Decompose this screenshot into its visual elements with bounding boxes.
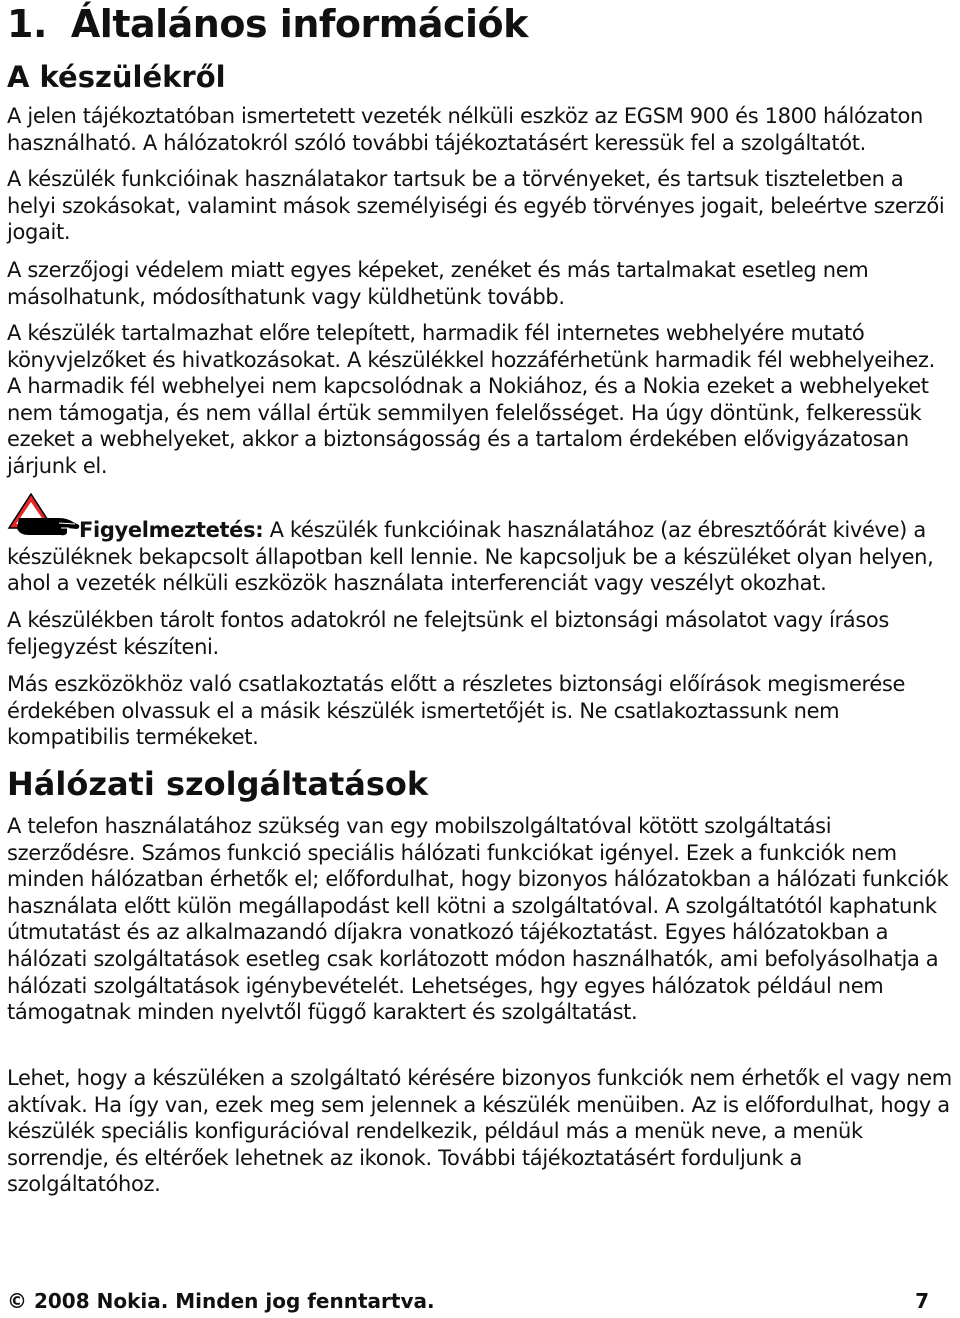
section-title-network: Hálózati szolgáltatások <box>7 765 429 803</box>
chapter-number: 1. <box>7 2 47 46</box>
paragraph: Más eszközökhöz való csatlakoztatás előtt a részletes biztonsági előírások megismerése érdekében olvassuk el a másik készülék ismertetőjét is. Ne csatlakoztassunk nem kompatibilis termékeket. <box>7 672 906 750</box>
paragraph: Lehet, hogy a készüléken a szolgáltató kérésére bizonyos funkciók nem érhetők el vagy nem aktívak. Ha így van, ezek meg sem jelennek a készülék menüiben. Az is előfordulhat, hogy a készülék speciális konfigurációval rendelkezik, például más a menük neve, a menük sorrendje, és eltérőek lehetnek az ikonok. További tájékoztatásért forduljunk a szolgáltatóhoz. <box>7 1066 952 1197</box>
page-number: 7 <box>915 1289 929 1313</box>
page-footer <box>7 1289 929 1313</box>
paragraph: A szerzőjogi védelem miatt egyes képeket, zenéket és más tartalmakat esetleg nem másolhatunk, módosíthatunk vagy küldhetünk tovább. <box>7 258 869 309</box>
warning-paragraph <box>7 517 952 597</box>
section-title-device: A készülékről <box>7 60 226 94</box>
paragraph: A jelen tájékoztatóban ismertetett vezeték nélküli eszköz az EGSM 900 és 1800 hálózaton használható. A hálózatokról szóló további tájékoztatásért keressük fel a szolgáltatót. <box>7 104 923 155</box>
chapter-title: Általános információk <box>70 2 528 46</box>
copyright-text: © 2008 Nokia. Minden jog fenntartva. <box>7 1289 435 1313</box>
warning-label: Figyelmeztetés: <box>79 518 264 542</box>
chapter-heading <box>7 2 528 46</box>
warning-text: A készülék funkcióinak használatához (az ébresztőórát kivéve) a készüléknek bekapcsolt állapotban kell lennie. Ne kapcsoljuk be a készüléket olyan helyen, ahol a vezeték nélküli eszközök használata interferenciát vagy veszélyt okozhat. <box>7 518 934 596</box>
paragraph: A készülék tartalmazhat előre telepített, harmadik fél internetes webhelyére mutató könyvjelzőket és hivatkozásokat. A készülékkel hozzáférhetünk harmadik fél webhelyeihez. A harmadik fél webhelyei nem kapcsolódnak a Nokiához, és a Nokia ezeket a webhelyeket nem támogatja, és nem vállal értük semmilyen felelősséget. Ha úgy döntünk, felkeressük ezeket a webhelyeket, akkor a biztonságosság és a tartalom érdekében elővigyázatosan járjunk el. <box>7 321 935 478</box>
paragraph: A készülék funkcióinak használatakor tartsuk be a törvényeket, és tartsuk tiszteletben a helyi szokásokat, valamint mások személyiségi és egyéb törvényes jogait, beleértve szerzői jogait. <box>7 167 945 245</box>
paragraph: A telefon használatához szükség van egy mobilszolgáltatóval kötött szolgáltatási szerződésre. Számos funkció speciális hálózati funkciókat igényel. Ezek a funkciók nem minden hálózatban érhetők el; előfordulhat, hogy bizonyos hálózatokban a hálózati funkciók használata előtt külön megállapodást kell kötni a szolgáltatóval. A szolgáltatótól kaphatunk útmutatást és az alkalmazandó díjakra vonatkozó tájékoztatást. Egyes hálózatokban a hálózati szolgáltatások esetleg csak korlátozott módon használhatók, ami befolyásolhatja a hálózati szolgáltatások igénybevételét. Lehetséges, hgy egyes hálózatok például nem támogatnak minden nyelvtől függő karaktert és szolgáltatást. <box>7 814 949 1025</box>
paragraph: A készülékben tárolt fontos adatokról ne felejtsünk el biztonsági másolatot vagy írásos feljegyzést készíteni. <box>7 608 890 659</box>
